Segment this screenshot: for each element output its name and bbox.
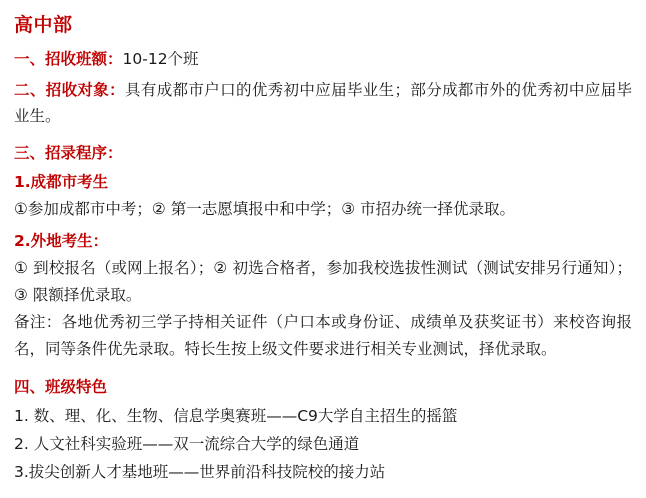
section-enroll-quota — [14, 46, 632, 72]
section-line — [14, 46, 632, 72]
page-title: 高中部 — [14, 14, 73, 36]
section-heading-enroll-target: 二、招收对象： — [14, 81, 125, 99]
text-nonlocal-candidates: ① 到校报名（或网上报名）；② 初选合格者，参加我校选拔性测试（测试安排另行通知）；③ 限额择优录取。 — [14, 259, 632, 304]
procedure-note: 备注：各地优秀初三学子持相关证件（户口本或身份证、成绩单及获奖证书）来校咨询报名，同等条件优先录取。特长生按上级文件要求进行相关专业测试，择优录取。 — [14, 313, 632, 358]
feature-item: 2. 人文社科实验班——双一流综合大学的绿色通道 — [14, 435, 360, 453]
section-procedure — [14, 138, 632, 363]
section-features — [14, 372, 632, 486]
section-enroll-target — [14, 77, 632, 129]
section-heading-features: 四、班级特色 — [14, 378, 108, 396]
section-heading-procedure: 三、招录程序： — [14, 144, 123, 162]
section-line — [14, 77, 632, 129]
feature-item: 1. 数、理、化、生物、信息学奥赛班——C9大学自主招生的摇篮 — [14, 407, 458, 425]
section-heading-enroll-quota: 一、招收班额： — [14, 50, 123, 68]
feature-item: 3.拔尖创新人才基地班——世界前沿科技院校的接力站 — [14, 463, 386, 481]
section-body-enroll-target: 具有成都市户口的优秀初中应届毕业生；部分成都市外的优秀初中应届毕业生。 — [14, 81, 632, 125]
subheading-chengdu-candidates: 1.成都市考生 — [14, 173, 109, 191]
text-chengdu-candidates: ①参加成都市中考；② 第一志愿填报中和中学；③ 市招办统一择优录取。 — [14, 200, 516, 218]
subheading-nonlocal-candidates: 2.外地考生： — [14, 232, 109, 250]
section-body-enroll-quota: 10-12个班 — [122, 50, 199, 68]
